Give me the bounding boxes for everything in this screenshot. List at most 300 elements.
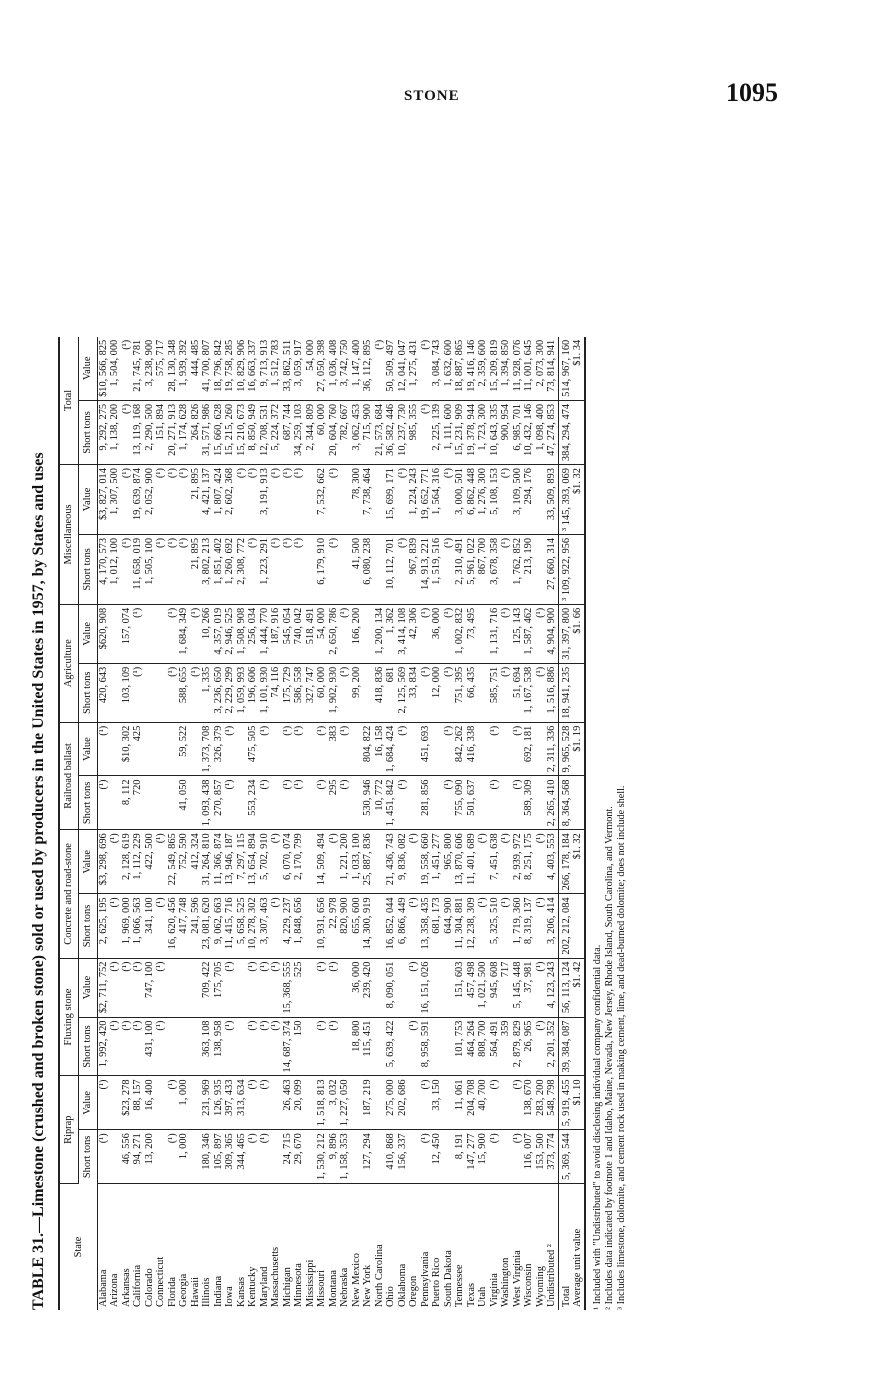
tons-cell: 15, 210, 673: [236, 400, 248, 464]
value-cell: 965, 800: [443, 830, 455, 894]
table-row: [362, 337, 374, 1310]
value-cell: 18, 887, 865: [454, 337, 466, 401]
value-cell: (¹): [397, 465, 409, 535]
value-cell: 7, 738, 464: [362, 465, 374, 535]
value-cell: (¹): [328, 958, 340, 1017]
value-cell: (¹): [408, 830, 420, 894]
table-row: [351, 337, 363, 1310]
tons-cell: 180, 346: [201, 1130, 213, 1184]
value-cell: 425: [132, 722, 144, 776]
tons-cell: 213, 190: [523, 534, 535, 604]
tons-cell: 6, 866, 449: [397, 894, 409, 958]
value-cell: 451, 693: [420, 722, 432, 776]
tons-cell: (¹): [500, 894, 512, 958]
state-name: New Mexico: [350, 1253, 362, 1307]
value-cell: 275, 000: [385, 1076, 397, 1130]
value-cell: (¹): [535, 830, 547, 894]
tons-cell: (¹): [178, 534, 190, 604]
value-cell: 9, 965, 528: [558, 722, 572, 776]
value-cell: 444, 485: [190, 337, 202, 401]
value-cell: [431, 722, 443, 776]
value-cell: [408, 1076, 420, 1130]
tons-cell: 11, 658, 019: [132, 534, 144, 604]
tons-cell: 782, 667: [339, 400, 351, 464]
value-cell: [109, 604, 121, 663]
tons-cell: 8, 191: [454, 1130, 466, 1184]
tons-cell: 1, 519, 516: [431, 534, 443, 604]
value-cell: 2, 939, 972: [512, 830, 524, 894]
tons-cell: (¹): [259, 1017, 271, 1076]
tons-cell: (¹): [420, 1130, 432, 1184]
value-cell: (¹): [282, 465, 294, 535]
value-cell: (¹): [420, 1076, 432, 1130]
value-cell: [443, 958, 455, 1017]
tons-cell: 5, 658, 525: [236, 894, 248, 958]
state-name: Total: [558, 1184, 572, 1311]
tons-cell: (¹): [316, 776, 328, 830]
value-cell: 11, 366, 874: [213, 830, 225, 894]
value-cell: 15, 368, 555: [282, 958, 294, 1017]
value-cell: 1, 444, 770: [259, 604, 271, 663]
value-cell: $3, 298, 696: [97, 830, 109, 894]
value-cell: 19, 758, 285: [224, 337, 236, 401]
value-cell: 709, 422: [201, 958, 213, 1017]
tons-cell: (¹): [167, 663, 179, 722]
value-cell: 1, 131, 716: [489, 604, 501, 663]
value-cell: (¹): [282, 722, 294, 776]
tons-cell: 985, 355: [408, 400, 420, 464]
tons-cell: [190, 776, 202, 830]
tons-cell: [109, 776, 121, 830]
value-column-header: Value: [78, 337, 97, 401]
table-row: [178, 337, 190, 1310]
value-cell: 25, 887, 836: [362, 830, 374, 894]
value-cell: [374, 465, 386, 535]
value-cell: 10, 829, 906: [236, 337, 248, 401]
value-cell: (¹): [97, 1076, 109, 1130]
tons-cell: 27, 660, 314: [546, 534, 558, 604]
state-name: Utah: [477, 1286, 488, 1307]
value-cell: (¹): [97, 722, 109, 776]
tons-cell: [431, 1017, 443, 1076]
table-row: [236, 337, 248, 1310]
value-cell: 16, 158: [374, 722, 386, 776]
value-cell: 6, 070, 074: [282, 830, 294, 894]
tons-cell: [535, 776, 547, 830]
tons-cell: [144, 776, 156, 830]
value-cell: 804, 822: [362, 722, 374, 776]
tons-cell: 14, 687, 374: [282, 1017, 294, 1076]
tons-cell: [305, 534, 317, 604]
value-cell: 1, 373, 708: [201, 722, 213, 776]
tons-cell: 10, 237, 730: [397, 400, 409, 464]
tons-cell: [351, 1130, 363, 1184]
value-cell: 1, 227, 050: [339, 1076, 351, 1130]
value-cell: 202, 686: [397, 1076, 409, 1130]
tons-cell: 1, 848, 656: [293, 894, 305, 958]
tons-cell: 16, 620, 456: [167, 894, 179, 958]
tons-cell: 8, 319, 137: [523, 894, 535, 958]
value-cell: (¹): [535, 958, 547, 1017]
value-cell: 31, 264, 810: [201, 830, 213, 894]
tons-cell: 3, 307, 463: [259, 894, 271, 958]
tons-cell: 241, 596: [190, 894, 202, 958]
tons-cell: 1, 101, 930: [259, 663, 271, 722]
value-cell: (¹): [167, 604, 179, 663]
tons-cell: (¹): [512, 776, 524, 830]
table-row: [305, 337, 317, 1310]
tons-cell: 1, 451, 842: [385, 776, 397, 830]
tons-cell: 6, 985, 701: [512, 400, 524, 464]
tons-cell: 295: [328, 776, 340, 830]
group-header: Concrete and road-stone: [59, 830, 78, 958]
value-cell: [236, 958, 248, 1017]
value-cell: 2, 946, 525: [224, 604, 236, 663]
tons-cell: 60, 000: [316, 663, 328, 722]
value-cell: 166, 200: [351, 604, 363, 663]
value-cell: (¹): [420, 604, 432, 663]
value-cell: 475, 505: [247, 722, 259, 776]
tons-cell: 967, 839: [408, 534, 420, 604]
tons-cell: 2, 125, 569: [397, 663, 409, 722]
value-cell: [443, 1076, 455, 1130]
tons-cell: [362, 663, 374, 722]
table-row: [339, 337, 351, 1310]
table-row: [546, 337, 558, 1310]
tons-cell: 589, 309: [523, 776, 535, 830]
table-row: [328, 337, 340, 1310]
value-cell: [178, 958, 190, 1017]
tons-cell: (¹): [293, 534, 305, 604]
tons-cell: [374, 1017, 386, 1076]
state-name: South Dakota: [442, 1250, 454, 1307]
tons-cell: [397, 1017, 409, 1076]
tons-cell: (¹): [167, 1130, 179, 1184]
tons-cell: 147, 277: [466, 1130, 478, 1184]
tons-cell: 1, 138, 200: [109, 400, 121, 464]
value-cell: (¹): [236, 465, 248, 535]
value-cell: [144, 722, 156, 776]
value-cell: (¹): [121, 958, 133, 1017]
tons-cell: (¹): [328, 534, 340, 604]
state-name: Ohio: [385, 1286, 396, 1307]
value-cell: 73, 495: [466, 604, 478, 663]
tons-cell: 1, 851, 402: [213, 534, 225, 604]
short-tons-column-header: Short tons: [78, 894, 97, 958]
value-cell: [374, 958, 386, 1017]
value-cell: [339, 958, 351, 1017]
tons-cell: 588, 655: [178, 663, 190, 722]
tons-cell: 1, 902, 930: [328, 663, 340, 722]
tons-cell: 10, 931, 656: [316, 894, 328, 958]
value-cell: 204, 708: [466, 1076, 478, 1130]
table-row: [224, 337, 236, 1310]
tons-cell: 10, 772: [374, 776, 386, 830]
value-cell: 525: [293, 958, 305, 1017]
tons-cell: (¹): [477, 894, 489, 958]
tons-cell: [572, 894, 585, 958]
value-cell: 239, 420: [362, 958, 374, 1017]
value-cell: $1. 34: [572, 337, 585, 401]
group-header: Total: [59, 337, 78, 465]
tons-cell: (¹): [121, 1017, 133, 1076]
state-name: Puerto Rico: [431, 1257, 442, 1307]
value-cell: 11, 401, 689: [466, 830, 478, 894]
table-row: [167, 337, 179, 1310]
state-name: Alabama: [97, 1269, 109, 1307]
value-cell: 40, 700: [477, 1076, 489, 1130]
tons-cell: (¹): [420, 663, 432, 722]
tons-cell: [572, 1017, 585, 1076]
tons-cell: 1, 719, 360: [512, 894, 524, 958]
value-cell: 33, 862, 511: [282, 337, 294, 401]
value-cell: 383: [328, 722, 340, 776]
tons-cell: (¹): [190, 663, 202, 722]
value-cell: (¹): [190, 604, 202, 663]
tons-cell: 33, 834: [408, 663, 420, 722]
value-cell: 7, 532, 662: [316, 465, 328, 535]
group-header: Agriculture: [59, 604, 78, 722]
tons-cell: 755, 090: [454, 776, 466, 830]
value-cell: 548, 798: [546, 1076, 558, 1130]
value-cell: 1, 147, 400: [351, 337, 363, 401]
value-cell: [374, 1076, 386, 1130]
tons-cell: (¹): [247, 1017, 259, 1076]
value-cell: $23, 278: [121, 1076, 133, 1130]
tons-cell: 2, 344, 809: [305, 400, 317, 464]
value-cell: $3, 827, 014: [97, 465, 109, 535]
footnote: ³ Includes limestone, dolomite, and cement rock used in making cement, lime, and dead-burned dolomite; does not include shell.: [615, 785, 627, 1310]
tons-cell: 103, 109: [121, 663, 133, 722]
tons-cell: 270, 857: [213, 776, 225, 830]
tons-cell: 202, 212, 084: [558, 894, 572, 958]
value-cell: 14, 509, 494: [316, 830, 328, 894]
limestone-table: [58, 337, 586, 1310]
tons-cell: 11, 304, 881: [454, 894, 466, 958]
tons-cell: 867, 700: [477, 534, 489, 604]
value-cell: 1, 276, 300: [477, 465, 489, 535]
value-cell: 20, 099: [293, 1076, 305, 1130]
value-cell: [535, 722, 547, 776]
tons-cell: 36, 582, 446: [385, 400, 397, 464]
value-cell: 13, 870, 606: [454, 830, 466, 894]
value-cell: 1, 508, 908: [236, 604, 248, 663]
tons-cell: 15, 900: [477, 1130, 489, 1184]
value-cell: (¹): [167, 1076, 179, 1130]
value-cell: [305, 1076, 317, 1130]
tons-cell: 1, 066, 563: [132, 894, 144, 958]
value-cell: (¹): [420, 337, 432, 401]
table-row: [121, 337, 133, 1310]
value-cell: 28, 130, 348: [167, 337, 179, 401]
tons-cell: ³ 109, 922, 956: [558, 534, 572, 604]
tons-cell: 820, 900: [339, 894, 351, 958]
value-cell: 1, 200, 134: [374, 604, 386, 663]
value-cell: 1, 451, 277: [431, 830, 443, 894]
tons-cell: [374, 534, 386, 604]
tons-cell: 13, 358, 435: [420, 894, 432, 958]
short-tons-column-header: Short tons: [78, 400, 97, 464]
value-cell: [144, 604, 156, 663]
tons-cell: 644, 900: [443, 894, 455, 958]
state-name: Minnesota: [293, 1263, 304, 1307]
tons-cell: 2, 879, 829: [512, 1017, 524, 1076]
tons-cell: 586, 558: [293, 663, 305, 722]
tons-cell: 20, 271, 913: [167, 400, 179, 464]
tons-cell: 2, 290, 500: [144, 400, 156, 464]
state-name: Maryland: [258, 1266, 270, 1307]
value-cell: [109, 1076, 121, 1130]
tons-cell: [155, 776, 167, 830]
table-row: [201, 337, 213, 1310]
value-cell: 56, 113, 124: [558, 958, 572, 1017]
value-column-header: Value: [78, 722, 97, 776]
tons-cell: 138, 958: [213, 1017, 225, 1076]
value-cell: 12, 041, 047: [397, 337, 409, 401]
tons-cell: 12, 000: [431, 663, 443, 722]
value-cell: 1, 033, 100: [351, 830, 363, 894]
tons-cell: 8, 958, 591: [420, 1017, 432, 1076]
value-cell: 175, 705: [213, 958, 225, 1017]
tons-cell: 373, 774: [546, 1130, 558, 1184]
value-cell: [109, 722, 121, 776]
value-cell: [477, 604, 489, 663]
state-name: Indiana: [212, 1275, 224, 1307]
state-name: Texas: [465, 1282, 477, 1307]
tons-cell: 14, 913, 221: [420, 534, 432, 604]
value-cell: 717: [500, 958, 512, 1017]
value-cell: 1, 021, 500: [477, 958, 489, 1017]
value-cell: (¹): [121, 337, 133, 401]
value-cell: 1, 504, 000: [109, 337, 121, 401]
tons-cell: (¹): [339, 663, 351, 722]
tons-cell: 41, 050: [178, 776, 190, 830]
tons-cell: (¹): [121, 534, 133, 604]
tons-cell: 420, 643: [97, 663, 109, 722]
value-cell: (¹): [178, 465, 190, 535]
footnotes: [592, 50, 628, 1310]
table-row: [572, 337, 585, 1310]
tons-cell: 13, 119, 168: [132, 400, 144, 464]
tons-cell: 1, 762, 852: [512, 534, 524, 604]
group-header-row: [59, 337, 78, 1310]
value-cell: 13, 946, 187: [224, 830, 236, 894]
value-cell: 416, 338: [466, 722, 478, 776]
value-cell: $10, 302: [121, 722, 133, 776]
tons-cell: 196, 606: [247, 663, 259, 722]
group-header: Fluxing stone: [59, 958, 78, 1076]
tons-cell: 1, 167, 538: [523, 663, 535, 722]
tons-cell: 687, 744: [282, 400, 294, 464]
value-cell: 7, 297, 115: [236, 830, 248, 894]
tons-cell: 1, 174, 628: [178, 400, 190, 464]
value-cell: 4, 403, 553: [546, 830, 558, 894]
table-row: [374, 337, 386, 1310]
value-cell: 33, 150: [431, 1076, 443, 1130]
value-cell: 59, 522: [178, 722, 190, 776]
tons-cell: [572, 534, 585, 604]
state-name: Mississippi: [304, 1259, 316, 1307]
value-cell: (¹): [339, 604, 351, 663]
value-cell: 283, 200: [535, 1076, 547, 1130]
value-cell: (¹): [259, 1076, 271, 1130]
value-cell: 7, 451, 638: [489, 830, 501, 894]
value-cell: 19, 558, 660: [420, 830, 432, 894]
value-cell: 692, 181: [523, 722, 535, 776]
tons-cell: 5, 224, 372: [270, 400, 282, 464]
value-cell: (¹): [224, 958, 236, 1017]
tons-cell: [270, 1130, 282, 1184]
value-cell: ³ 145, 393, 069: [558, 465, 572, 535]
state-name: Massachusetts: [270, 1246, 281, 1307]
value-cell: (¹): [477, 830, 489, 894]
tons-cell: 2, 201, 352: [546, 1017, 558, 1076]
state-column-header: State: [59, 1184, 97, 1311]
tons-cell: (¹): [247, 534, 259, 604]
value-cell: 15, 209, 819: [489, 337, 501, 401]
tons-cell: [270, 776, 282, 830]
tons-cell: 1, 992, 420: [97, 1017, 109, 1076]
tons-cell: [572, 776, 585, 830]
table-row: [558, 337, 572, 1310]
tons-cell: 47, 274, 853: [546, 400, 558, 464]
value-cell: 1, 807, 424: [213, 465, 225, 535]
table-row: [132, 337, 144, 1310]
value-cell: $1. 10: [572, 1076, 585, 1130]
tons-cell: 3, 678, 358: [489, 534, 501, 604]
state-name: North Carolina: [373, 1244, 385, 1307]
value-cell: 1, 275, 431: [408, 337, 420, 401]
tons-cell: (¹): [535, 1017, 547, 1076]
value-cell: 73, 814, 941: [546, 337, 558, 401]
tons-cell: (¹): [167, 534, 179, 604]
tons-cell: 344, 465: [236, 1130, 248, 1184]
state-name: Oklahoma: [396, 1263, 408, 1307]
tons-cell: 21, 895: [190, 534, 202, 604]
value-cell: 6, 862, 448: [466, 465, 478, 535]
tons-cell: 530, 946: [362, 776, 374, 830]
value-cell: 15, 699, 171: [385, 465, 397, 535]
value-cell: [155, 604, 167, 663]
tons-cell: (¹): [339, 776, 351, 830]
tons-cell: [477, 663, 489, 722]
value-cell: (¹): [500, 465, 512, 535]
tons-cell: 431, 100: [144, 1017, 156, 1076]
tons-cell: 1, 260, 692: [224, 534, 236, 604]
value-cell: 266, 178, 184: [558, 830, 572, 894]
state-name: Average unit value: [572, 1184, 585, 1311]
tons-cell: [535, 534, 547, 604]
value-cell: (¹): [109, 958, 121, 1017]
tons-cell: (¹): [397, 776, 409, 830]
tons-cell: 15, 231, 909: [454, 400, 466, 464]
state-name: Wyoming: [534, 1266, 546, 1307]
value-cell: (¹): [489, 722, 501, 776]
table-caption: TABLE 31.—Limestone (crushed and broken stone) sold or used by producers in the United States in 1957, by States and uses: [30, 452, 47, 1310]
value-cell: [362, 604, 374, 663]
value-cell: [155, 1076, 167, 1130]
tons-cell: (¹): [293, 776, 305, 830]
tons-cell: 1, 093, 438: [201, 776, 213, 830]
value-cell: 5, 145, 448: [512, 958, 524, 1017]
value-cell: 4, 357, 019: [213, 604, 225, 663]
value-cell: $1. 32: [572, 465, 585, 535]
tons-cell: 410, 868: [385, 1130, 397, 1184]
value-cell: 33, 509, 893: [546, 465, 558, 535]
tons-cell: [408, 776, 420, 830]
group-header: Railroad ballast: [59, 722, 78, 830]
tons-cell: 2, 308, 772: [236, 534, 248, 604]
